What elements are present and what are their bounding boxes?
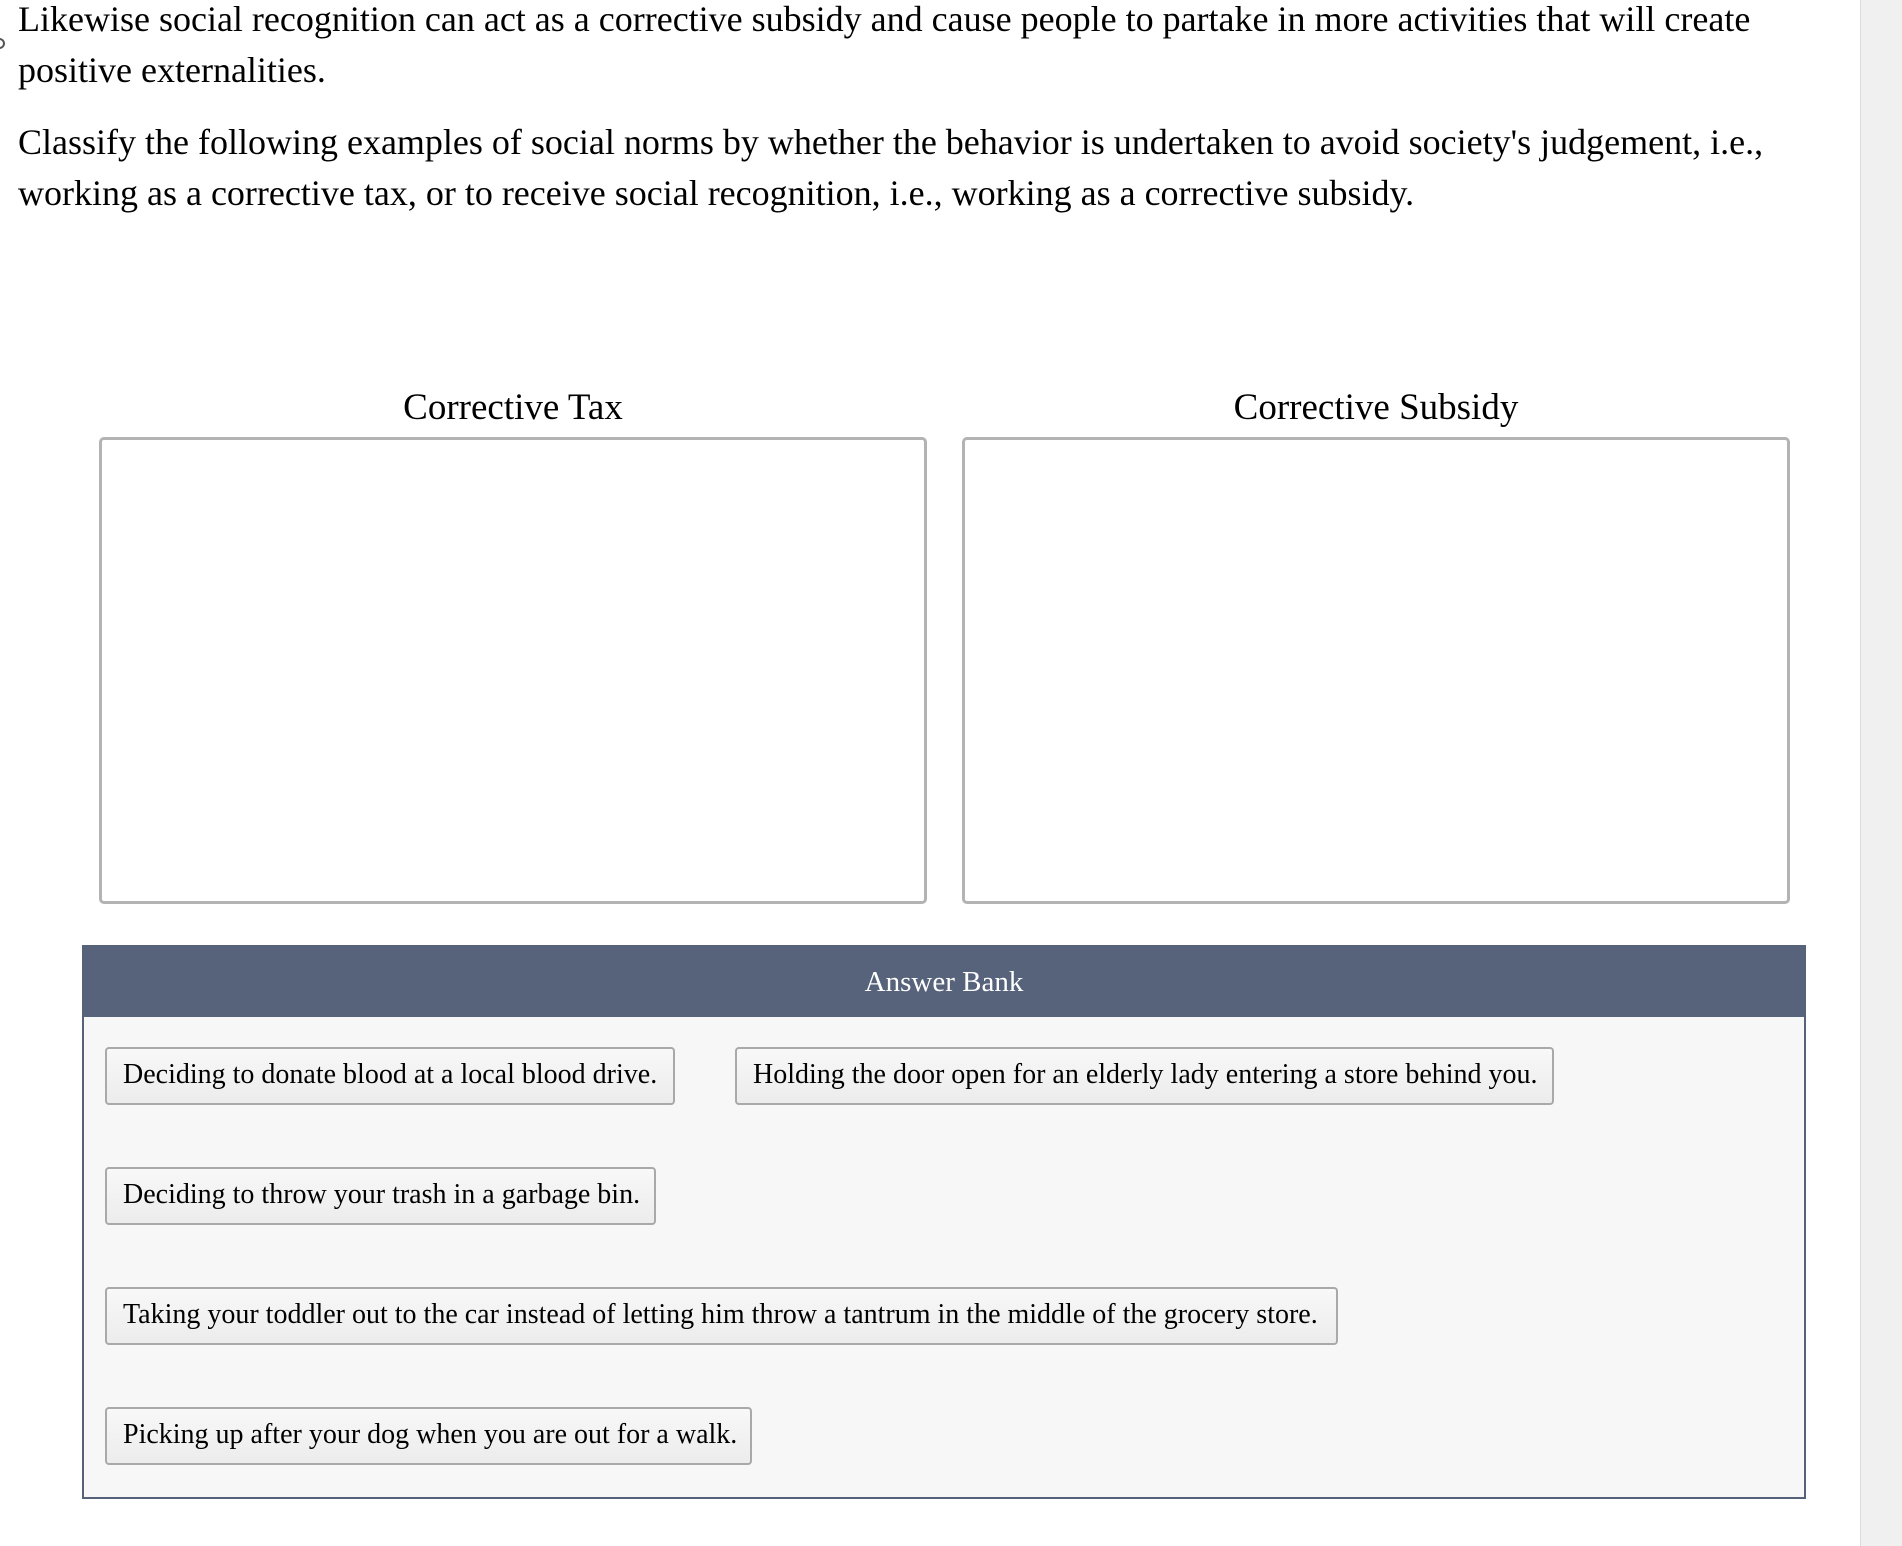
corrective-tax-title: Corrective Tax: [403, 387, 623, 428]
answer-bank-header: Answer Bank: [84, 947, 1804, 1017]
corrective-subsidy-title: Corrective Subsidy: [1233, 387, 1519, 428]
corrective-subsidy-dropzone[interactable]: [962, 437, 1790, 904]
answer-chip-dog-cleanup[interactable]: Picking up after your dog when you are out for a walk.: [105, 1407, 752, 1465]
answer-chip-hold-door[interactable]: Holding the door open for an elderly lady entering a store behind you.: [735, 1047, 1554, 1105]
answer-chip-trash-bin[interactable]: Deciding to throw your trash in a garbage bin.: [105, 1167, 656, 1225]
answer-chip-donate-blood[interactable]: Deciding to donate blood at a local blood drive.: [105, 1047, 675, 1105]
answer-bank[interactable]: [82, 945, 1806, 1499]
cursor-ring-icon: [0, 38, 5, 49]
vertical-scrollbar[interactable]: [1860, 0, 1902, 1546]
answer-chip-toddler-tantrum[interactable]: Taking your toddler out to the car instead of letting him throw a tantrum in the middle of the grocery store.: [105, 1287, 1338, 1345]
instructions-paragraph: Classify the following examples of social norms by whether the behavior is undertaken to avoid society's judgement, i.e., working as a corrective tax, or to receive social recognition, i.e., working as a corrective subsidy.: [18, 122, 1764, 213]
intro-paragraph: Likewise social recognition can act as a corrective subsidy and cause people to partake in more activities that will create positive externalities.: [18, 0, 1751, 90]
corrective-tax-dropzone[interactable]: [99, 437, 927, 904]
